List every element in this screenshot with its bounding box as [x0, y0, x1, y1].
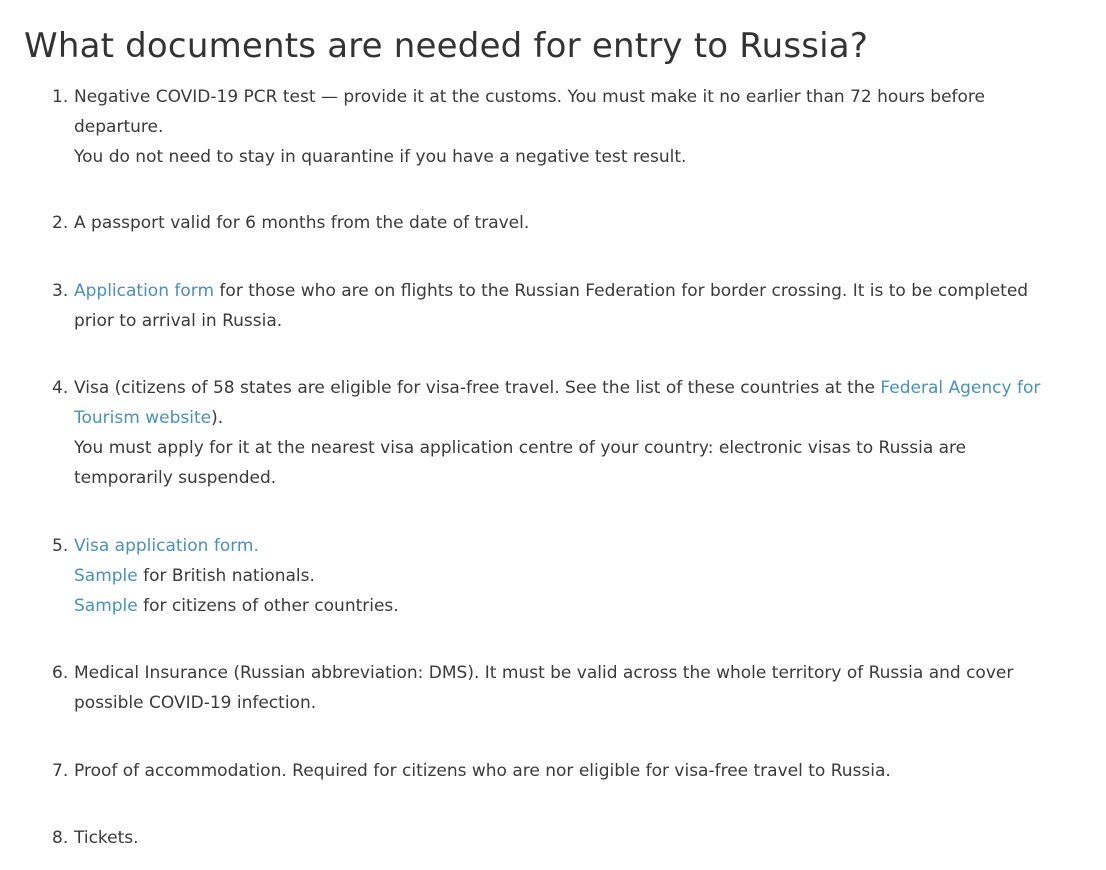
item-line — [74, 531, 1082, 561]
item-line — [74, 561, 1082, 591]
item-text: departure. — [74, 117, 164, 137]
item-line — [74, 276, 1082, 306]
list-item-tickets — [52, 823, 1082, 853]
federal-agency-link-continued[interactable]: Tourism website — [74, 408, 212, 428]
item-text: for those who are on flights to the Russian Federation for border crossing. It is to be completed — [214, 281, 1029, 301]
item-line — [74, 373, 1082, 403]
item-text: You do not need to stay in quarantine if you have a negative test result. — [74, 147, 687, 167]
list-item-passport — [52, 208, 1082, 238]
item-body — [74, 823, 1082, 853]
sample-other-countries-link[interactable]: Sample — [74, 596, 138, 616]
item-text: for British nationals. — [137, 566, 315, 586]
item-number: 1. — [52, 87, 69, 107]
item-body — [74, 208, 1082, 238]
sample-british-link[interactable]: Sample — [74, 566, 138, 586]
item-text: A passport valid for 6 months from the date of travel. — [74, 213, 530, 233]
list-item-accommodation — [52, 756, 1082, 786]
item-body — [74, 276, 1082, 336]
item-number: 3. — [52, 281, 69, 301]
item-line — [74, 403, 1082, 433]
list-item-medical-insurance — [52, 658, 1082, 718]
item-body — [74, 531, 1082, 621]
list-item-covid-test — [52, 82, 1082, 172]
item-text: Proof of accommodation. Required for citizens who are nor eligible for visa-free travel to Russia. — [74, 761, 891, 781]
item-text: Medical Insurance (Russian abbreviation: DMS). It must be valid across the whole territory of Russia and cover — [74, 663, 1014, 683]
item-text: ). — [211, 408, 224, 428]
list-item-visa-form — [52, 531, 1082, 621]
item-text: for citizens of other countries. — [137, 596, 399, 616]
item-text: possible COVID-19 infection. — [74, 693, 317, 713]
item-body — [74, 756, 1082, 786]
item-line — [74, 591, 1082, 621]
item-text: Visa (citizens of 58 states are eligible for visa-free travel. See the list of these countries at the — [74, 378, 881, 398]
item-body — [74, 373, 1082, 493]
page-title: What documents are needed for entry to Russia? — [24, 26, 869, 66]
application-form-link[interactable]: Application form — [74, 281, 215, 301]
item-body — [74, 658, 1082, 718]
item-body — [74, 82, 1082, 172]
federal-agency-link[interactable]: Federal Agency for — [880, 378, 1041, 398]
visa-application-form-link[interactable]: Visa application form. — [74, 536, 259, 556]
list-item-application-form — [52, 276, 1082, 336]
item-number: 5. — [52, 536, 69, 556]
item-number: 6. — [52, 663, 69, 683]
item-number: 7. — [52, 761, 69, 781]
item-text: Tickets. — [74, 828, 139, 848]
item-number: 8. — [52, 828, 69, 848]
item-text: Negative COVID-19 PCR test — provide it at the customs. You must make it no earlier than 72 hours before — [74, 87, 986, 107]
item-text: You must apply for it at the nearest visa application centre of your country: electronic visas to Russia are — [74, 438, 967, 458]
item-text: temporarily suspended. — [74, 468, 277, 488]
item-text: prior to arrival in Russia. — [74, 311, 283, 331]
item-number: 2. — [52, 213, 69, 233]
list-item-visa — [52, 373, 1082, 493]
item-number: 4. — [52, 378, 69, 398]
